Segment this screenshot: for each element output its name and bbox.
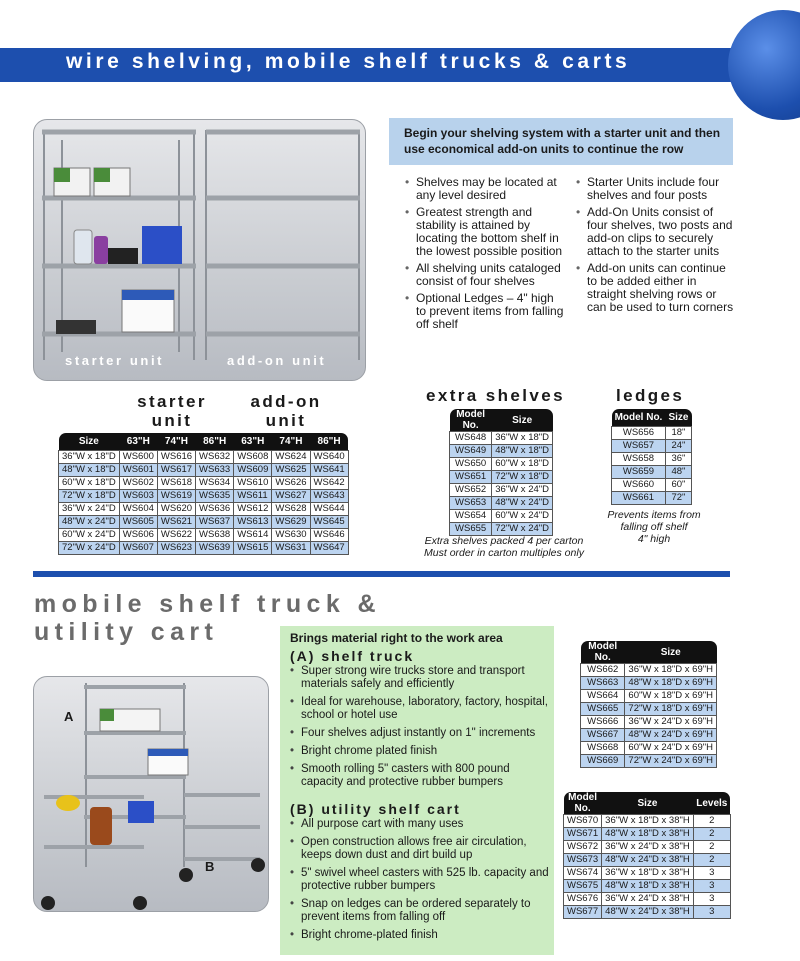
table-cell: WS673 — [564, 854, 602, 867]
table-row — [581, 690, 717, 703]
table-cell: 2 — [693, 841, 730, 854]
addon-unit-caption: add-on unit — [227, 353, 327, 368]
column-header: Size — [602, 792, 694, 815]
table-cell: 72"W x 24"D — [59, 541, 120, 554]
bullet-item: • Shelves may be located at any level desired — [405, 176, 565, 202]
table-cell: 24" — [665, 439, 691, 452]
table-header-row — [450, 409, 553, 432]
table-cell: WS622 — [157, 528, 195, 541]
bullet-item: • 5" swivel wheel casters with 525 lb. capacity and protective rubber bumpers — [290, 867, 552, 893]
table-row — [450, 445, 553, 458]
table-cell: WS659 — [612, 465, 666, 478]
table-cell: WS662 — [581, 664, 625, 677]
bullet-item: • Smooth rolling 5" casters with 800 pound capacity and protective rubber bumpers — [290, 763, 552, 789]
table-cell: 48"W x 18"D — [59, 463, 120, 476]
intro-bullets-right — [576, 176, 736, 318]
table-row — [581, 703, 717, 716]
table-cell: 60"W x 18"D — [492, 458, 553, 471]
table-cell: 60"W x 24"D x 69"H — [625, 742, 717, 755]
table-cell: WS647 — [310, 541, 348, 554]
table-cell: WS660 — [612, 478, 666, 491]
table-row — [564, 880, 731, 893]
table-cell: WS644 — [310, 502, 348, 515]
table-row — [564, 828, 731, 841]
table-row — [581, 664, 717, 677]
utility-cart-table — [563, 792, 731, 919]
label-a: A — [64, 709, 74, 724]
table-row — [612, 452, 692, 465]
table-cell: 48"W x 18"D x 38"H — [602, 828, 694, 841]
column-header: Size — [625, 641, 717, 664]
table-cell: WS665 — [581, 703, 625, 716]
table-row — [564, 815, 731, 828]
table-cell: WS611 — [234, 489, 272, 502]
units-table — [58, 433, 349, 555]
table-cell: WS628 — [272, 502, 310, 515]
title-line: utility cart — [34, 618, 219, 646]
table-row — [581, 716, 717, 729]
table-cell: WS612 — [234, 502, 272, 515]
table-row — [59, 515, 349, 528]
table-row — [59, 463, 349, 476]
bullet-item: • Open construction allows free air circulation, keeps down dust and dirt build up — [290, 836, 552, 862]
shelf-truck-table — [580, 641, 717, 768]
note-line: Must order in carton multiples only — [424, 547, 584, 559]
bullet-item: • Snap on ledges can be ordered separately to prevent items from falling off — [290, 898, 552, 924]
table-row — [564, 867, 731, 880]
column-header: 63"H — [234, 433, 272, 450]
table-row — [59, 489, 349, 502]
table-cell: WS609 — [234, 463, 272, 476]
note-line: Extra shelves packed 4 per carton — [424, 535, 584, 547]
table-cell: 48"W x 24"D — [492, 497, 553, 510]
table-row — [612, 478, 692, 491]
table-cell: 60"W x 24"D — [59, 528, 120, 541]
column-header: 74"H — [272, 433, 310, 450]
table-cell: 36"W x 24"D x 69"H — [625, 716, 717, 729]
table-cell: WS605 — [119, 515, 157, 528]
table-cell: 36"W x 24"D x 38"H — [602, 841, 694, 854]
table-cell: WS600 — [119, 450, 157, 463]
shelving-photo — [33, 119, 366, 381]
table-cell: WS667 — [581, 729, 625, 742]
table-cell: 60"W x 18"D x 69"H — [625, 690, 717, 703]
table-row — [612, 465, 692, 478]
table-header-row — [581, 641, 717, 664]
column-header: 74"H — [157, 433, 195, 450]
table-row — [450, 523, 553, 536]
table-cell: WS641 — [310, 463, 348, 476]
table-cell: WS650 — [450, 458, 492, 471]
table-row — [59, 528, 349, 541]
note-line: 4" high — [637, 533, 671, 545]
table-cell: WS602 — [119, 476, 157, 489]
table-row — [564, 841, 731, 854]
table-cell: WS640 — [310, 450, 348, 463]
table-cell: WS643 — [310, 489, 348, 502]
table-cell: 36"W x 18"D — [59, 450, 120, 463]
table-header-row — [59, 433, 349, 450]
table-cell: 72"W x 18"D x 69"H — [625, 703, 717, 716]
table-cell: WS621 — [157, 515, 195, 528]
bullet-item: • Four shelves adjust instantly on 1" increments — [290, 727, 552, 740]
table-cell: WS648 — [450, 432, 492, 445]
bullet-item: • All purpose cart with many uses — [290, 818, 552, 831]
table-cell: 48"W x 24"D — [59, 515, 120, 528]
table-cell: 60" — [665, 478, 691, 491]
column-header: Size — [59, 433, 120, 450]
table-cell: WS630 — [272, 528, 310, 541]
table-cell: 48"W x 18"D — [492, 445, 553, 458]
table-cell: WS601 — [119, 463, 157, 476]
table-row — [581, 755, 717, 768]
table-cell: WS653 — [450, 497, 492, 510]
table-row — [581, 742, 717, 755]
bullet-item: • All shelving units cataloged consist of four shelves — [405, 262, 565, 288]
table-cell: WS625 — [272, 463, 310, 476]
table-cell: WS666 — [581, 716, 625, 729]
table-cell: WS613 — [234, 515, 272, 528]
intro-headline-box — [389, 118, 733, 165]
table-cell: WS632 — [196, 450, 234, 463]
table-cell: 3 — [693, 880, 730, 893]
table-cell: 3 — [693, 867, 730, 880]
column-header: Model No. — [450, 409, 492, 432]
table-cell: WS626 — [272, 476, 310, 489]
table-cell: WS642 — [310, 476, 348, 489]
bullet-item: • Optional Ledges – 4" high to prevent items from falling off shelf — [405, 292, 565, 331]
column-header: Model No. — [581, 641, 625, 664]
table-cell: WS639 — [196, 541, 234, 554]
title-line: mobile shelf truck & — [34, 590, 381, 618]
table-cell: WS624 — [272, 450, 310, 463]
table-cell: WS674 — [564, 867, 602, 880]
ledges-note — [598, 509, 710, 545]
table-cell: WS658 — [612, 452, 666, 465]
table-cell: WS608 — [234, 450, 272, 463]
bullet-item: • Bright chrome plated finish — [290, 745, 552, 758]
column-header: Size — [492, 409, 553, 432]
table-cell: WS635 — [196, 489, 234, 502]
extra-shelves-note — [420, 535, 588, 559]
table-cell: 36"W x 18"D x 38"H — [602, 815, 694, 828]
column-header: 86"H — [310, 433, 348, 450]
table-cell: 48"W x 18"D x 38"H — [602, 880, 694, 893]
table-cell: WS607 — [119, 541, 157, 554]
note-line: falling off shelf — [620, 521, 688, 533]
table-cell: WS664 — [581, 690, 625, 703]
table-cell: WS619 — [157, 489, 195, 502]
column-header: 86"H — [196, 433, 234, 450]
table-cell: WS636 — [196, 502, 234, 515]
bullet-item: • Bright chrome-plated finish — [290, 929, 552, 942]
table-cell: WS603 — [119, 489, 157, 502]
table-cell: 3 — [693, 906, 730, 919]
table-cell: 48"W x 18"D x 69"H — [625, 677, 717, 690]
ledges-table — [611, 409, 692, 505]
table-header-row — [564, 792, 731, 815]
table-row — [450, 458, 553, 471]
mobile-box-headline: Brings material right to the work area — [290, 631, 503, 645]
table-cell: 36"W x 24"D — [492, 484, 553, 497]
section-divider — [33, 571, 730, 577]
table-cell: WS629 — [272, 515, 310, 528]
table-cell: 36"W x 18"D x 69"H — [625, 664, 717, 677]
bullet-item: • Super strong wire trucks store and transport materials safely and efficiently — [290, 665, 552, 691]
table-cell: 72"W x 18"D — [492, 471, 553, 484]
table-header-row — [612, 409, 692, 426]
starter-unit-caption: starter unit — [65, 353, 165, 368]
extra-shelves-table — [449, 409, 553, 536]
table-cell: WS627 — [272, 489, 310, 502]
table-cell: WS620 — [157, 502, 195, 515]
column-header: 63"H — [119, 433, 157, 450]
table-cell: 48"W x 24"D x 38"H — [602, 854, 694, 867]
table-row — [564, 906, 731, 919]
table-cell: WS616 — [157, 450, 195, 463]
table-cell: WS656 — [612, 426, 666, 439]
table-cell: WS668 — [581, 742, 625, 755]
extra-shelves-heading: extra shelves — [426, 386, 565, 405]
bullet-item: • Greatest strength and stability is attained by locating the bottom shelf in the lowest possible position — [405, 206, 565, 258]
starter-unit-heading: starter unit — [137, 392, 207, 430]
table-row — [450, 497, 553, 510]
table-cell: 48"W x 24"D x 69"H — [625, 729, 717, 742]
table-cell: WS654 — [450, 510, 492, 523]
table-cell: WS604 — [119, 502, 157, 515]
table-cell: WS610 — [234, 476, 272, 489]
table-cell: 2 — [693, 828, 730, 841]
table-cell: WS615 — [234, 541, 272, 554]
column-header: Levels — [693, 792, 730, 815]
table-cell: WS657 — [612, 439, 666, 452]
table-cell: WS670 — [564, 815, 602, 828]
table-cell: 72"W x 18"D — [59, 489, 120, 502]
bullet-item: • Ideal for warehouse, laboratory, factory, hospital, school or hotel use — [290, 696, 552, 722]
intro-headline: Begin your shelving system with a starter unit and then use economical add-on units to continue the row — [404, 126, 721, 156]
table-cell: WS661 — [612, 491, 666, 504]
table-cell: WS671 — [564, 828, 602, 841]
table-cell: WS606 — [119, 528, 157, 541]
table-row — [612, 426, 692, 439]
utility-cart-bullets — [290, 818, 552, 947]
table-cell: WS663 — [581, 677, 625, 690]
table-cell: 72"W x 24"D — [492, 523, 553, 536]
table-cell: 36"W x 24"D x 38"H — [602, 893, 694, 906]
table-cell: WS618 — [157, 476, 195, 489]
table-cell: WS677 — [564, 906, 602, 919]
table-row — [581, 677, 717, 690]
header-circle-ornament — [728, 10, 800, 120]
column-header: Model No. — [564, 792, 602, 815]
table-cell: 36"W x 18"D — [492, 432, 553, 445]
table-cell: 48" — [665, 465, 691, 478]
intro-bullets-left — [405, 176, 565, 335]
table-row — [450, 471, 553, 484]
table-cell: 36"W x 24"D — [59, 502, 120, 515]
table-cell: 60"W x 24"D — [492, 510, 553, 523]
table-cell: 36" — [665, 452, 691, 465]
table-row — [59, 502, 349, 515]
shelf-truck-heading: (A) shelf truck — [290, 648, 415, 664]
table-row — [564, 854, 731, 867]
table-row — [564, 893, 731, 906]
column-header: Size — [665, 409, 691, 426]
table-cell: WS649 — [450, 445, 492, 458]
table-cell: WS631 — [272, 541, 310, 554]
table-cell: WS623 — [157, 541, 195, 554]
table-cell: WS633 — [196, 463, 234, 476]
table-cell: WS614 — [234, 528, 272, 541]
table-cell: WS646 — [310, 528, 348, 541]
shelving-illustration — [34, 120, 366, 381]
table-cell: 60"W x 18"D — [59, 476, 120, 489]
table-cell: 18" — [665, 426, 691, 439]
table-cell: 72"W x 24"D x 69"H — [625, 755, 717, 768]
table-cell: 48"W x 24"D x 38"H — [602, 906, 694, 919]
table-cell: 2 — [693, 854, 730, 867]
table-row — [450, 484, 553, 497]
table-cell: WS655 — [450, 523, 492, 536]
table-cell: 72" — [665, 491, 691, 504]
table-cell: WS672 — [564, 841, 602, 854]
table-row — [581, 729, 717, 742]
table-row — [612, 491, 692, 504]
table-cell: WS669 — [581, 755, 625, 768]
page-title: wire shelving, mobile shelf trucks & carts — [66, 50, 631, 73]
ledges-heading: ledges — [616, 386, 685, 405]
table-row — [612, 439, 692, 452]
addon-unit-heading: add-on unit — [250, 392, 322, 430]
table-row — [59, 541, 349, 554]
table-cell: WS651 — [450, 471, 492, 484]
note-line: Prevents items from — [607, 509, 701, 521]
table-cell: WS637 — [196, 515, 234, 528]
table-cell: WS617 — [157, 463, 195, 476]
label-b: B — [205, 859, 215, 874]
table-row — [59, 476, 349, 489]
table-cell: 3 — [693, 893, 730, 906]
table-cell: WS652 — [450, 484, 492, 497]
table-cell: 2 — [693, 815, 730, 828]
column-header: Model No. — [612, 409, 666, 426]
table-cell: WS638 — [196, 528, 234, 541]
table-cell: WS676 — [564, 893, 602, 906]
table-row — [450, 432, 553, 445]
table-cell: 36"W x 18"D x 38"H — [602, 867, 694, 880]
utility-cart-heading: (B) utility shelf cart — [290, 801, 461, 817]
bullet-item: • Add-on units can continue to be added either in straight shelving rows or can be used to turn corners — [576, 262, 736, 314]
table-row — [59, 450, 349, 463]
bullet-item: • Starter Units include four shelves and four posts — [576, 176, 736, 202]
table-cell: WS645 — [310, 515, 348, 528]
shelf-truck-bullets — [290, 665, 552, 794]
table-cell: WS634 — [196, 476, 234, 489]
table-cell: WS675 — [564, 880, 602, 893]
bullet-item: • Add-On Units consist of four shelves, two posts and add-on clips to securely attach to the starter units — [576, 206, 736, 258]
truck-cart-photo — [33, 676, 269, 912]
table-row — [450, 510, 553, 523]
